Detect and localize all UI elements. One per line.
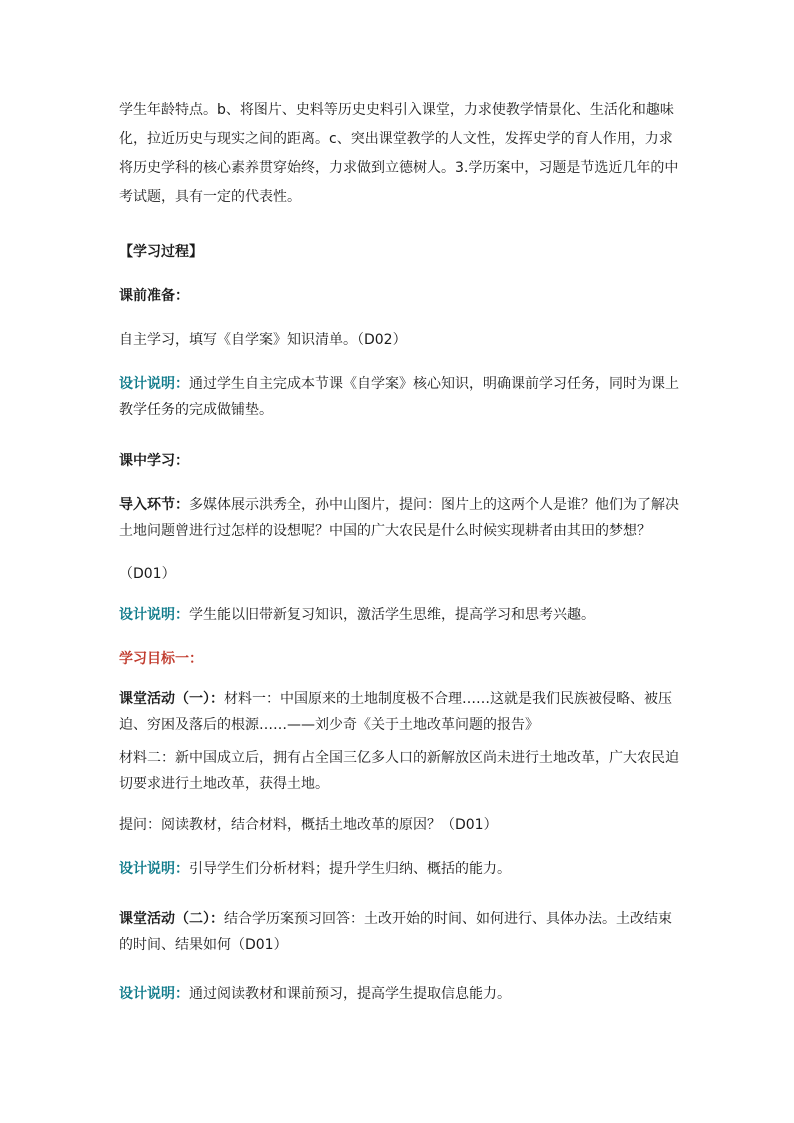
design-note-text: 学生能以旧带新复习知识，激活学生思维，提高学习和思考兴趣。 bbox=[189, 607, 595, 623]
intro-line: 学生年龄特点。b、将图片、史料等历史史料引入课堂，力求使教学情景化、生活化和趣味 bbox=[119, 102, 674, 118]
intro-design-note bbox=[119, 602, 679, 628]
design-note-text: 通过阅读教材和课前预习，提高学生提取信息能力。 bbox=[189, 986, 511, 1002]
prep-design-note bbox=[119, 371, 679, 423]
activity-one-design-note bbox=[119, 856, 679, 882]
intro-line: 化，拉近历史与现实之间的距离。c、突出课堂教学的人文性，发挥史学的育人作用，力求 bbox=[119, 131, 673, 147]
intro-paragraph bbox=[119, 96, 679, 212]
activity-two-text: 的时间、结果如何（D01） bbox=[119, 937, 288, 953]
design-note-label: 设计说明： bbox=[119, 861, 189, 877]
material-one-text: 迫、穷困及落后的根源……——刘少奇《关于土地改革问题的报告》 bbox=[119, 717, 539, 733]
activity-one-question: 提问：阅读教材，结合材料，概括土地改革的原因？（D01） bbox=[119, 817, 498, 833]
intro-line: 考试题，具有一定的代表性。 bbox=[119, 189, 301, 205]
intro-step-text: 土地问题曾进行过怎样的设想呢？中国的广大农民是什么时候实现耕者由其田的梦想？ bbox=[119, 523, 651, 539]
intro-step bbox=[119, 492, 679, 544]
material-one-text: 材料一：中国原来的土地制度极不合理……这就是我们民族被侵略、被压 bbox=[224, 691, 672, 707]
activity-one bbox=[119, 686, 679, 738]
activity-two-design-note bbox=[119, 981, 679, 1007]
activity-two-text: 结合学历案预习回答：土改开始的时间、如何进行、具体办法。土改结束 bbox=[224, 911, 672, 927]
prep-heading: 课前准备： bbox=[119, 288, 189, 304]
material-two bbox=[119, 745, 679, 797]
activity-one-label: 课堂活动（一）： bbox=[119, 691, 224, 707]
intro-step-label: 导入环节： bbox=[119, 497, 189, 513]
design-note-label: 设计说明： bbox=[119, 986, 189, 1002]
section-heading: 【学习过程】 bbox=[119, 244, 203, 260]
design-note-text: 教学任务的完成做铺垫。 bbox=[119, 402, 273, 418]
design-note-text: 通过学生自主完成本节课《自学案》核心知识，明确课前学习任务，同时为课上 bbox=[189, 376, 679, 392]
prep-task: 自主学习，填写《自学案》知识清单。（D02） bbox=[119, 332, 407, 348]
activity-two-label: 课堂活动（二）： bbox=[119, 911, 224, 927]
design-note-label: 设计说明： bbox=[119, 607, 189, 623]
class-heading: 课中学习： bbox=[119, 453, 189, 469]
intro-line: 将历史学科的核心素养贯穿始终，力求做到立德树人。3.学历案中，习题是节选近几年的中 bbox=[119, 160, 679, 176]
intro-step-code: （D01） bbox=[119, 566, 176, 582]
goal-one-heading: 学习目标一： bbox=[119, 651, 203, 667]
material-two-text: 材料二：新中国成立后，拥有占全国三亿多人口的新解放区尚未进行土地改革，广大农民迫 bbox=[119, 750, 679, 766]
intro-step-text: 多媒体展示洪秀全，孙中山图片，提问：图片上的这两个人是谁？他们为了解决 bbox=[189, 497, 679, 513]
material-two-text: 切要求进行土地改革，获得土地。 bbox=[119, 776, 329, 792]
design-note-label: 设计说明： bbox=[119, 376, 189, 392]
activity-two bbox=[119, 906, 679, 958]
design-note-text: 引导学生们分析材料；提升学生归纳、概括的能力。 bbox=[189, 861, 511, 877]
